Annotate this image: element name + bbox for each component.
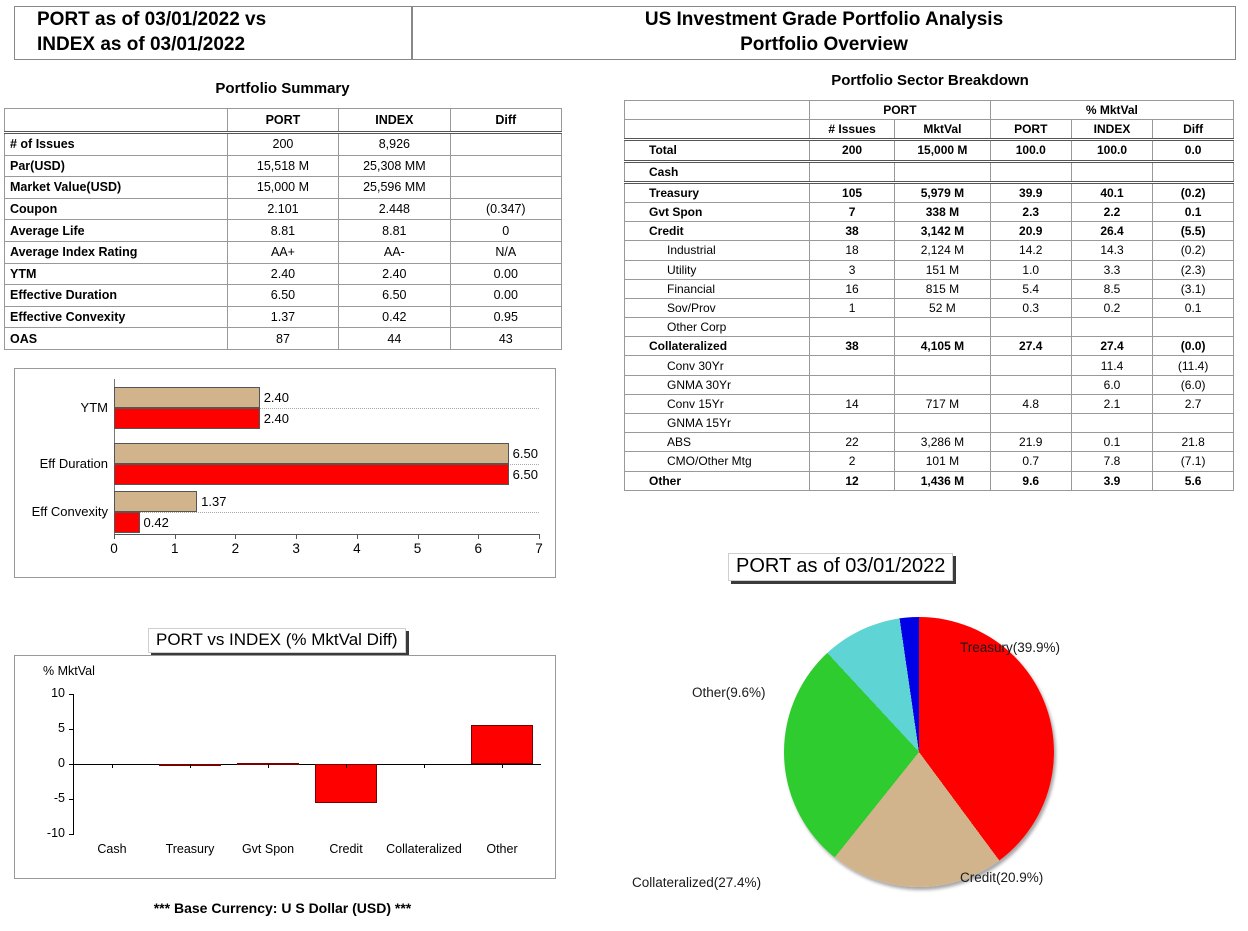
- bar-value-label: 6.50: [512, 467, 538, 482]
- report-title: US Investment Grade Portfolio Analysis: [644, 9, 1004, 30]
- pie-slice-label: Credit(20.9%): [960, 870, 1044, 885]
- sector-cell-issues: [810, 356, 895, 375]
- sector-row-label: ABS: [625, 433, 810, 452]
- header-index-date: INDEX as of 03/01/2022: [37, 34, 246, 55]
- sector-cell-mktval: 717 M: [895, 394, 991, 413]
- summary-cell-port: 200: [227, 133, 338, 156]
- x-tick: [112, 764, 113, 768]
- sector-cell-mktval: 15,000 M: [895, 140, 991, 161]
- sector-cell-index: 3.9: [1071, 471, 1153, 490]
- bar-index: [114, 464, 509, 485]
- header-port-date: PORT as of 03/01/2022 vs: [37, 9, 267, 30]
- diff-bar: [315, 764, 377, 803]
- sector-cell-index: 6.0: [1071, 375, 1153, 394]
- sector-cell-mktval: 815 M: [895, 279, 991, 298]
- sector-row-label: Conv 30Yr: [625, 356, 810, 375]
- gridline: [114, 512, 539, 513]
- summary-cell-port: 15,518 M: [227, 155, 338, 177]
- table-row: [5, 263, 562, 285]
- sector-row-label: GNMA 30Yr: [625, 375, 810, 394]
- sector-col-mktval: MktVal: [895, 120, 991, 140]
- sector-cell-index: [1071, 318, 1153, 337]
- portfolio-summary-table: [4, 108, 562, 350]
- sector-cell-diff: 0.0: [1153, 140, 1234, 161]
- sector-col-diff: Diff: [1153, 120, 1234, 140]
- sector-cell-mktval: 4,105 M: [895, 337, 991, 356]
- table-row: [625, 260, 1234, 279]
- sector-cell-index: 11.4: [1071, 356, 1153, 375]
- y-tick: [69, 729, 74, 730]
- sector-cell-issues: [810, 414, 895, 433]
- summary-cell-port: 2.101: [227, 198, 338, 220]
- summary-cell-index: 25,596 MM: [339, 177, 450, 199]
- table-row: [625, 161, 1234, 182]
- sector-cell-issues: 14: [810, 394, 895, 413]
- sector-cell-index: 0.1: [1071, 433, 1153, 452]
- x-tick: [478, 534, 479, 539]
- table-row: [5, 306, 562, 328]
- table-row: [625, 182, 1234, 202]
- summary-cell-port: 2.40: [227, 263, 338, 285]
- sector-cell-diff: 5.6: [1153, 471, 1234, 490]
- table-row: [5, 220, 562, 242]
- sector-cell-port: 1.0: [990, 260, 1071, 279]
- y-tick: [69, 764, 74, 765]
- x-tick: [418, 534, 419, 539]
- x-tick: [235, 534, 236, 539]
- sector-cell-mktval: 3,286 M: [895, 433, 991, 452]
- sector-cell-index: 26.4: [1071, 222, 1153, 241]
- sector-cell-issues: 2: [810, 452, 895, 471]
- sector-cell-diff: (7.1): [1153, 452, 1234, 471]
- sector-cell-index: [1071, 161, 1153, 182]
- sector-cell-port: 21.9: [990, 433, 1071, 452]
- summary-row-label: OAS: [5, 328, 228, 350]
- sector-cell-mktval: 101 M: [895, 452, 991, 471]
- x-tick: [346, 764, 347, 768]
- table-row: [625, 356, 1234, 375]
- sector-row-label: Other Corp: [625, 318, 810, 337]
- summary-cell-diff: 0: [450, 220, 561, 242]
- sector-cell-mktval: 338 M: [895, 202, 991, 221]
- pie-graphic: [784, 617, 1054, 887]
- sector-row-label: Gvt Spon: [625, 202, 810, 221]
- x-tick: [357, 534, 358, 539]
- sector-cell-issues: 7: [810, 202, 895, 221]
- summary-cell-index: 0.42: [339, 306, 450, 328]
- table-row: [5, 285, 562, 307]
- summary-cell-port: 15,000 M: [227, 177, 338, 199]
- sector-cell-diff: (6.0): [1153, 375, 1234, 394]
- category-label: Eff Convexity: [31, 504, 108, 519]
- sector-cell-port: [990, 356, 1071, 375]
- x-tick-label: 3: [292, 541, 300, 556]
- table-row: [625, 375, 1234, 394]
- sector-row-label: Conv 15Yr: [625, 394, 810, 413]
- sector-cell-port: [990, 375, 1071, 394]
- sector-cell-mktval: [895, 414, 991, 433]
- sector-cell-issues: 3: [810, 260, 895, 279]
- x-tick: [539, 534, 540, 539]
- sector-row-label: Sov/Prov: [625, 298, 810, 317]
- sector-cell-port: 4.8: [990, 394, 1071, 413]
- base-currency-note: *** Base Currency: U S Dollar (USD) ***: [153, 900, 412, 916]
- y-tick: [69, 834, 74, 835]
- x-tick: [502, 764, 503, 768]
- sector-row-label: Total: [625, 140, 810, 161]
- summary-cell-index: 2.40: [339, 263, 450, 285]
- sector-cell-index: 0.2: [1071, 298, 1153, 317]
- sector-cell-mktval: 5,979 M: [895, 182, 991, 202]
- sector-cell-port: 27.4: [990, 337, 1071, 356]
- summary-cell-diff: (0.347): [450, 198, 561, 220]
- table-row: [625, 414, 1234, 433]
- sector-cell-port: 20.9: [990, 222, 1071, 241]
- diff-chart-title: PORT vs INDEX (% MktVal Diff): [148, 628, 406, 653]
- sector-cell-diff: 0.1: [1153, 298, 1234, 317]
- sector-cell-diff: (0.2): [1153, 241, 1234, 260]
- sector-cell-issues: [810, 375, 895, 394]
- table-row: [625, 471, 1234, 490]
- table-row: [5, 241, 562, 263]
- sector-cell-index: 2.2: [1071, 202, 1153, 221]
- sector-cell-port: 100.0: [990, 140, 1071, 161]
- sector-cell-port: 14.2: [990, 241, 1071, 260]
- summary-cell-port: 8.81: [227, 220, 338, 242]
- sector-breakdown-title: Portfolio Sector Breakdown: [831, 72, 1029, 89]
- sector-row-label: GNMA 15Yr: [625, 414, 810, 433]
- summary-header-row: [5, 109, 562, 133]
- bar-port: [114, 443, 509, 464]
- category-label: Gvt Spon: [241, 842, 295, 856]
- summary-row-label: Average Life: [5, 220, 228, 242]
- bar-value-label: 6.50: [512, 446, 538, 461]
- category-label: Eff Duration: [39, 456, 108, 471]
- table-row: [625, 394, 1234, 413]
- sector-cell-mktval: 2,124 M: [895, 241, 991, 260]
- category-label: Cash: [97, 842, 127, 856]
- sector-cell-index: 7.8: [1071, 452, 1153, 471]
- zero-line: [73, 764, 541, 765]
- sector-cell-diff: 2.7: [1153, 394, 1234, 413]
- sector-cell-issues: 16: [810, 279, 895, 298]
- sector-cell-issues: 12: [810, 471, 895, 490]
- summary-cell-index: 2.448: [339, 198, 450, 220]
- table-row: [625, 337, 1234, 356]
- sector-cell-diff: (3.1): [1153, 279, 1234, 298]
- sector-cell-port: 5.4: [990, 279, 1071, 298]
- x-tick-label: 6: [474, 541, 483, 556]
- category-label: Treasury: [165, 842, 215, 856]
- pie-slice-label: Treasury(39.9%): [960, 640, 1061, 655]
- sector-cell-mktval: 1,436 M: [895, 471, 991, 490]
- table-row: [625, 202, 1234, 221]
- bar-port: [114, 387, 260, 408]
- y-axis-label: % MktVal: [43, 664, 95, 678]
- summary-cell-port: 6.50: [227, 285, 338, 307]
- risk-metrics-bar-chart: [14, 368, 556, 578]
- sector-cell-diff: (0.2): [1153, 182, 1234, 202]
- summary-cell-diff: 0.95: [450, 306, 561, 328]
- summary-cell-port: 1.37: [227, 306, 338, 328]
- sector-cell-diff: [1153, 414, 1234, 433]
- sector-cell-index: 3.3: [1071, 260, 1153, 279]
- sector-cell-diff: [1153, 161, 1234, 182]
- mktval-diff-bar-chart: [14, 655, 556, 879]
- sector-breakdown-table: [624, 100, 1234, 491]
- sector-cell-port: 2.3: [990, 202, 1071, 221]
- sector-cell-port: 9.6: [990, 471, 1071, 490]
- sector-cell-port: 0.3: [990, 298, 1071, 317]
- sector-col-issues: # Issues: [810, 120, 895, 140]
- y-tick: [69, 694, 74, 695]
- summary-row-label: YTM: [5, 263, 228, 285]
- table-row: [5, 155, 562, 177]
- sector-group-port: PORT: [810, 101, 991, 120]
- sector-group-pct: % MktVal: [990, 101, 1233, 120]
- sector-cell-mktval: 3,142 M: [895, 222, 991, 241]
- sector-cell-issues: 38: [810, 222, 895, 241]
- category-label: Other: [486, 842, 518, 856]
- summary-cell-index: AA-: [339, 241, 450, 263]
- pie-slice-label: Collateralized(27.4%): [632, 875, 762, 890]
- sector-col-port: PORT: [990, 120, 1071, 140]
- summary-row-label: Effective Convexity: [5, 306, 228, 328]
- x-tick-label: 2: [231, 541, 240, 556]
- table-row: [625, 318, 1234, 337]
- summary-cell-port: AA+: [227, 241, 338, 263]
- category-label: Credit: [329, 842, 363, 856]
- sector-cell-index: 8.5: [1071, 279, 1153, 298]
- x-axis-line: [114, 534, 540, 535]
- sector-cell-port: [990, 414, 1071, 433]
- sector-cell-mktval: [895, 318, 991, 337]
- x-tick: [296, 534, 297, 539]
- sector-cell-index: 14.3: [1071, 241, 1153, 260]
- sector-cell-issues: 18: [810, 241, 895, 260]
- diff-bar: [471, 725, 533, 764]
- bar-port: [114, 491, 197, 512]
- sector-row-label: Collateralized: [625, 337, 810, 356]
- y-tick-label: -10: [46, 826, 65, 840]
- sector-cell-diff: 0.1: [1153, 202, 1234, 221]
- table-row: [625, 222, 1234, 241]
- y-tick: [69, 799, 74, 800]
- x-tick: [114, 534, 115, 539]
- summary-col-header: [5, 109, 228, 133]
- table-row: [625, 452, 1234, 471]
- sector-row-label: Credit: [625, 222, 810, 241]
- header-title-box: [412, 6, 1236, 60]
- x-tick-label: 1: [170, 541, 179, 556]
- summary-row-label: Effective Duration: [5, 285, 228, 307]
- sector-cell-mktval: [895, 356, 991, 375]
- summary-row-label: Par(USD): [5, 155, 228, 177]
- category-label: Collateralized: [386, 842, 462, 856]
- sector-cell-index: 40.1: [1071, 182, 1153, 202]
- sector-row-label: Financial: [625, 279, 810, 298]
- x-tick-label: 5: [413, 541, 422, 556]
- y-tick-label: 5: [58, 721, 65, 735]
- sector-row-label: Utility: [625, 260, 810, 279]
- sector-cell-diff: [1153, 318, 1234, 337]
- sector-cell-mktval: [895, 161, 991, 182]
- sector-header-row: [625, 120, 1234, 140]
- sector-cell-port: 0.7: [990, 452, 1071, 471]
- summary-col-header: PORT: [227, 109, 338, 133]
- table-row: [5, 198, 562, 220]
- category-label: YTM: [80, 400, 108, 415]
- sector-cell-index: 27.4: [1071, 337, 1153, 356]
- sector-row-label: Industrial: [625, 241, 810, 260]
- table-row: [625, 433, 1234, 452]
- header-period-box: [14, 6, 412, 60]
- sector-cell-issues: 105: [810, 182, 895, 202]
- sector-blank2: [625, 120, 810, 140]
- summary-cell-diff: [450, 133, 561, 156]
- summary-cell-diff: [450, 155, 561, 177]
- sector-cell-mktval: 151 M: [895, 260, 991, 279]
- sector-row-label: CMO/Other Mtg: [625, 452, 810, 471]
- summary-row-label: Market Value(USD): [5, 177, 228, 199]
- summary-cell-diff: 0.00: [450, 285, 561, 307]
- sector-group-header-row: [625, 101, 1234, 120]
- sector-cell-diff: (0.0): [1153, 337, 1234, 356]
- summary-row-label: Coupon: [5, 198, 228, 220]
- sector-cell-diff: (5.5): [1153, 222, 1234, 241]
- x-tick: [424, 764, 425, 768]
- sector-cell-issues: [810, 161, 895, 182]
- sector-cell-port: [990, 161, 1071, 182]
- summary-col-header: Diff: [450, 109, 561, 133]
- sector-cell-issues: 200: [810, 140, 895, 161]
- summary-row-label: Average Index Rating: [5, 241, 228, 263]
- sector-cell-issues: 38: [810, 337, 895, 356]
- sector-cell-diff: 21.8: [1153, 433, 1234, 452]
- sector-row-label: Other: [625, 471, 810, 490]
- sector-cell-index: [1071, 414, 1153, 433]
- summary-cell-diff: 0.00: [450, 263, 561, 285]
- summary-cell-index: 25,308 MM: [339, 155, 450, 177]
- y-tick-label: -5: [53, 791, 65, 805]
- portfolio-summary-title: Portfolio Summary: [215, 80, 350, 97]
- sector-col-index: INDEX: [1071, 120, 1153, 140]
- summary-cell-index: 8.81: [339, 220, 450, 242]
- sector-cell-index: 100.0: [1071, 140, 1153, 161]
- table-row: [625, 298, 1234, 317]
- summary-col-header: INDEX: [339, 109, 450, 133]
- sector-cell-diff: (2.3): [1153, 260, 1234, 279]
- report-subtitle: Portfolio Overview: [740, 34, 908, 55]
- bar-value-label: 1.37: [201, 494, 227, 509]
- summary-cell-diff: N/A: [450, 241, 561, 263]
- table-row: [625, 241, 1234, 260]
- bar-value-label: 2.40: [263, 390, 290, 405]
- bar-value-label: 0.42: [143, 515, 169, 530]
- sector-blank: [625, 101, 810, 120]
- summary-cell-index: 44: [339, 328, 450, 350]
- summary-cell-diff: 43: [450, 328, 561, 350]
- y-tick-label: 0: [58, 756, 65, 770]
- x-tick-label: 0: [110, 541, 118, 556]
- bar-value-label: 2.40: [263, 411, 290, 426]
- x-tick-label: 7: [535, 541, 543, 556]
- sector-pie-chart: [620, 545, 1240, 925]
- bar-index: [114, 512, 140, 533]
- table-row: [5, 328, 562, 350]
- sector-row-label: Treasury: [625, 182, 810, 202]
- summary-cell-index: 8,926: [339, 133, 450, 156]
- pie-slice-label: Other(9.6%): [692, 685, 766, 700]
- sector-cell-index: 2.1: [1071, 394, 1153, 413]
- table-row: [625, 279, 1234, 298]
- sector-cell-port: [990, 318, 1071, 337]
- sector-cell-diff: (11.4): [1153, 356, 1234, 375]
- y-tick-label: 10: [51, 686, 65, 700]
- table-row: [5, 133, 562, 156]
- table-row: [625, 140, 1234, 161]
- summary-row-label: # of Issues: [5, 133, 228, 156]
- summary-cell-port: 87: [227, 328, 338, 350]
- pie-chart-title: PORT as of 03/01/2022: [728, 553, 953, 581]
- sector-cell-mktval: 52 M: [895, 298, 991, 317]
- sector-cell-issues: 1: [810, 298, 895, 317]
- sector-cell-mktval: [895, 375, 991, 394]
- sector-cell-issues: 22: [810, 433, 895, 452]
- sector-cell-port: 39.9: [990, 182, 1071, 202]
- x-tick-label: 4: [353, 541, 361, 556]
- sector-cell-issues: [810, 318, 895, 337]
- bar-index: [114, 408, 260, 429]
- summary-cell-index: 6.50: [339, 285, 450, 307]
- summary-cell-diff: [450, 177, 561, 199]
- x-tick: [175, 534, 176, 539]
- x-tick: [268, 764, 269, 768]
- table-row: [5, 177, 562, 199]
- x-tick: [190, 764, 191, 768]
- sector-row-label: Cash: [625, 161, 810, 182]
